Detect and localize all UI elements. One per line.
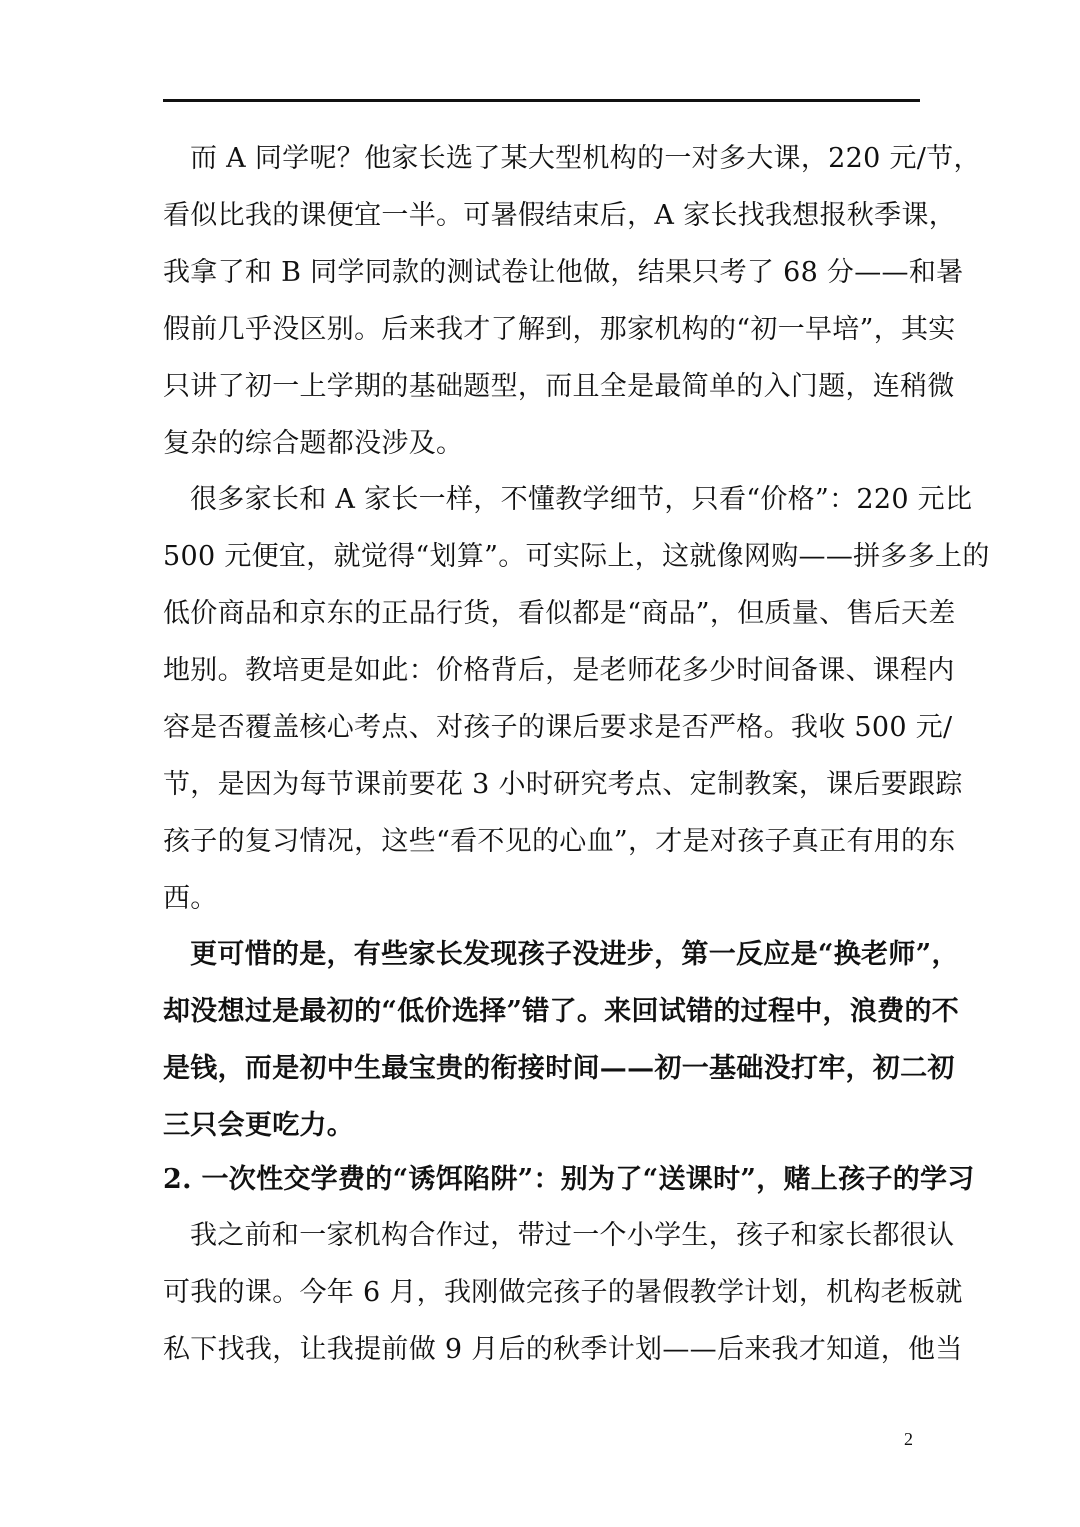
text-line: 只讲了初一上学期的基础题型，而且全是最简单的入门题，连稍微 — [163, 371, 955, 402]
section-heading: 2. 一次性交学费的“诱饵陷阱”：别为了“送课时”，赌上孩子的学习 — [163, 1164, 975, 1195]
text-line: 孩子的复习情况，这些“看不见的心血”，才是对孩子真正有用的东 — [163, 826, 956, 857]
text-line: 看似比我的课便宜一半。可暑假结束后，A 家长找我想报秋季课， — [163, 200, 957, 231]
text-line: 而 A 同学呢？他家长选了某大型机构的一对多大课，220 元/节， — [190, 143, 981, 174]
text-line: 是钱，而是初中生最宝贵的衔接时间——初一基础没打牢，初二初 — [163, 1053, 955, 1084]
text-line: 我拿了和 B 同学同款的测试卷让他做，结果只考了 68 分——和暑 — [163, 257, 964, 288]
text-line: 容是否覆盖核心考点、对孩子的课后要求是否严格。我收 500 元/ — [163, 712, 953, 743]
text-line: 500 元便宜，就觉得“划算”。可实际上，这就像网购——拼多多上的 — [163, 541, 990, 572]
text-line: 节，是因为每节课前要花 3 小时研究考点、定制教案，课后要跟踪 — [163, 769, 963, 800]
text-line: 假前几乎没区别。后来我才了解到，那家机构的“初一早培”，其实 — [163, 314, 956, 345]
text-line: 我之前和一家机构合作过，带过一个小学生，孩子和家长都很认 — [190, 1220, 955, 1251]
text-line: 很多家长和 A 家长一样，不懂教学细节，只看“价格”：220 元比 — [190, 484, 973, 515]
page-number: 2 — [904, 1429, 913, 1449]
text-line: 复杂的综合题都没涉及。 — [163, 428, 464, 459]
text-line: 低价商品和京东的正品行货，看似都是“商品”，但质量、售后天差 — [163, 598, 956, 629]
text-line: 三只会更吃力。 — [163, 1110, 355, 1141]
text-line: 西。 — [163, 883, 218, 914]
text-line: 更可惜的是，有些家长发现孩子没进步，第一反应是“换老师”， — [190, 939, 959, 970]
header-rule — [163, 99, 920, 102]
text-line: 私下找我，让我提前做 9 月后的秋季计划——后来我才知道，他当 — [163, 1334, 963, 1365]
text-line: 可我的课。今年 6 月，我刚做完孩子的暑假教学计划，机构老板就 — [163, 1277, 963, 1308]
text-line: 却没想过是最初的“低价选择”错了。来回试错的过程中，浪费的不 — [163, 996, 960, 1027]
text-line: 地别。教培更是如此：价格背后，是老师花多少时间备课、课程内 — [163, 655, 955, 686]
